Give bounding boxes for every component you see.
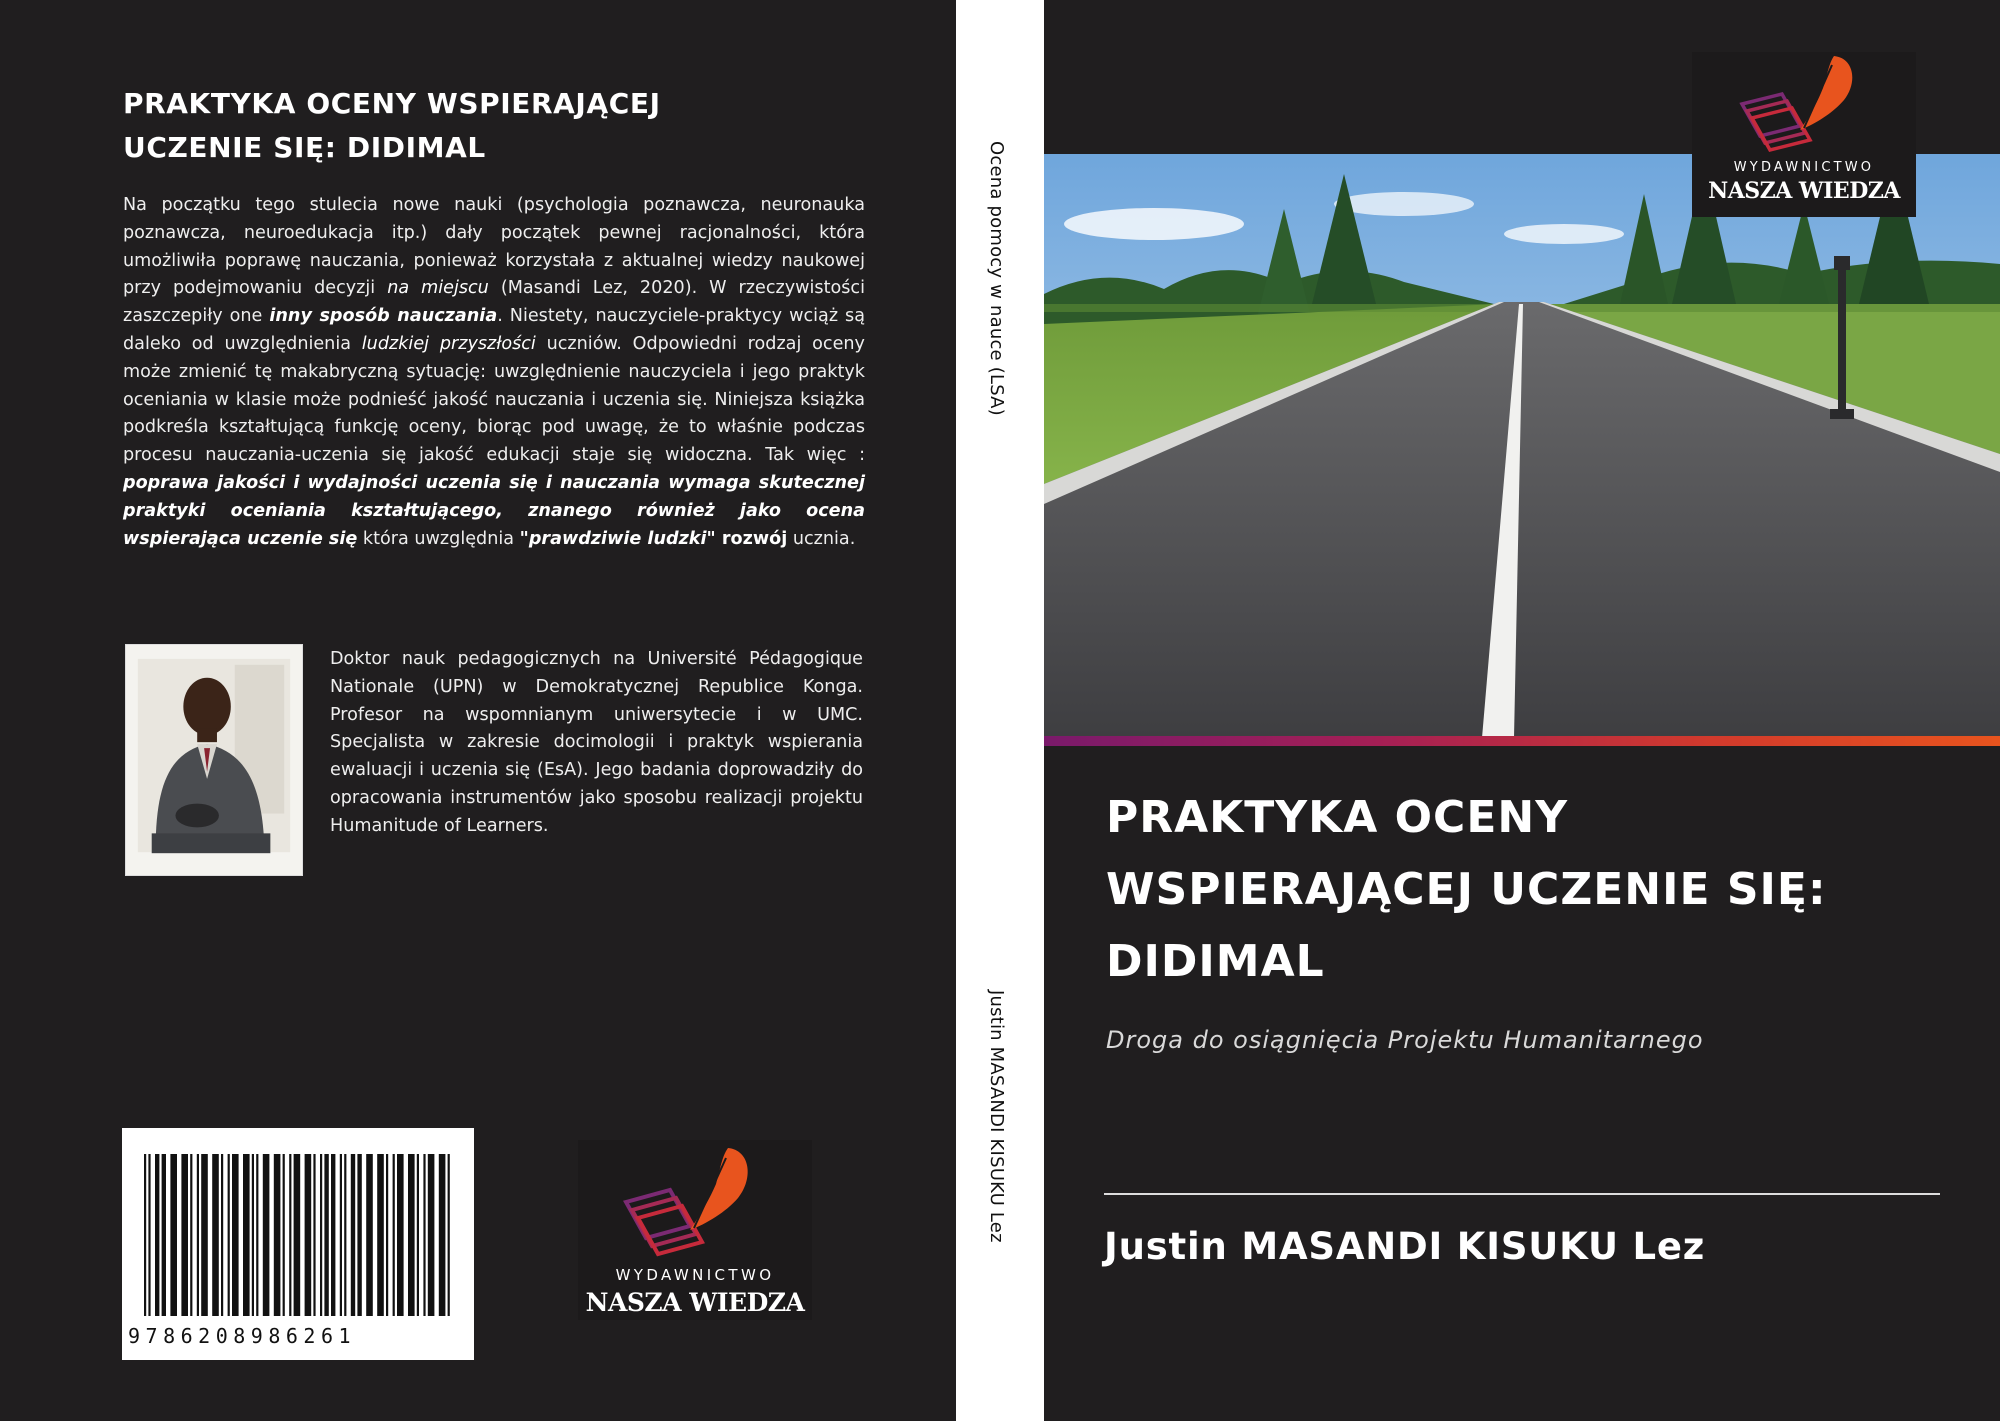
publisher-label: WYDAWNICTWO bbox=[615, 1266, 775, 1284]
back-cover-blurb: Na początku tego stulecia nowe nauki (psychologia poznawcza, neuronauka poznawcza, neuroedukacja itp.) dały początek pewnej racjonalności, która umożliwiła poprawę nauczania, ponieważ korzystała z aktualnej wiedzy naukowej przy podejmowaniu decyzji na miejscu (Masandi Lez, 2020). W rzeczywistości zaszczepiły one inny sposób nauczania. Niestety, nauczyciele-praktycy wciąż są daleko od uwzględnienia ludzkiej przyszłości uczniów. Odpowiedni rodzaj oceny może zmienić tę makabryczną sytuację: uwzględnienie nauczyciela i jego praktyk oceniania w klasie może podnieść jakość nauczania i uczenia się. Niniejsza książka podkreśla kształtującą funkcję oceny, biorąc pod uwagę, że to właśnie podczas procesu nauczania-uczenia się jakość edukacji staje się widoczna. Tak więc : poprawa jakości i wydajności uczenia się i nauczania wymaga skutecznej praktyki oceniania kształtującego, znanego również jako ocena wspierająca uczenie się która uwzględnia "prawdziwie ludzki" rozwój ucznia. bbox=[123, 195, 866, 549]
barcode-bar bbox=[423, 1154, 425, 1316]
barcode-bar bbox=[212, 1154, 219, 1316]
back-cover-title bbox=[123, 82, 843, 170]
blurb-emphasis: " bbox=[706, 528, 722, 549]
barcode-bar bbox=[232, 1154, 239, 1316]
front-cover bbox=[1044, 0, 2000, 1421]
barcode-bar bbox=[331, 1154, 335, 1316]
barcode-bar bbox=[324, 1154, 328, 1316]
front-title-line-2: WSPIERAJĄCEJ UCZENIE SIĘ: bbox=[1106, 864, 1827, 915]
barcode-bar bbox=[340, 1154, 342, 1316]
barcode-bar bbox=[263, 1154, 270, 1316]
author-bio: Doktor nauk pedagogicznych na Université Pédagogique Nationale (UPN) w Demokratycznej Republice Konga. Profesor na wspomnianym uniwersytecie i w UMC. Specjalista w zakresie docimologii i praktyk wspierania ewaluacji i uczenia się (EsA). Jego badania doprowadziły do opracowania instrumentów jako sposobu realizacji projektu Humanitude of Learners. bbox=[330, 649, 863, 836]
barcode-bar bbox=[252, 1154, 254, 1316]
barcode-bar bbox=[417, 1154, 419, 1316]
barcode-bar bbox=[256, 1154, 258, 1316]
barcode-bars bbox=[140, 1154, 456, 1316]
front-cover-subtitle: Droga do osiągnięcia Projektu Humanitarnego bbox=[1106, 1026, 1704, 1054]
barcode-bar bbox=[190, 1154, 192, 1316]
barcode-bar bbox=[228, 1154, 230, 1316]
barcode-bar bbox=[181, 1154, 188, 1316]
blurb-emphasis: poprawa jakości i wydajności uczenia się i nauczania wymaga skutecznej praktyki oceniania kształtującego, znanego również jako ocena wspierająca uczenie się bbox=[123, 472, 865, 549]
barcode-bar bbox=[448, 1154, 450, 1316]
barcode-bar bbox=[274, 1154, 281, 1316]
barcode-bar bbox=[439, 1154, 446, 1316]
author-photo bbox=[125, 644, 303, 876]
road-photo bbox=[1044, 154, 2000, 738]
barcode-bar bbox=[221, 1154, 223, 1316]
back-title-line-2: UCZENIE SIĘ: DIDIMAL bbox=[123, 131, 486, 164]
blurb-emphasis: prawdziwie ludzki bbox=[528, 528, 707, 549]
spine-author: Justin MASANDI KISUKU Lez bbox=[986, 990, 1007, 1243]
barcode-bar bbox=[289, 1154, 291, 1316]
spine-title: Ocena pomocy w nauce (LSA) bbox=[986, 141, 1007, 416]
divider bbox=[1104, 1193, 1940, 1195]
front-cover-author: Justin MASANDI KISUKU Lez bbox=[1104, 1225, 1706, 1268]
isbn-barcode bbox=[122, 1128, 474, 1360]
barcode-bar bbox=[408, 1154, 415, 1316]
blurb-emphasis: na miejscu bbox=[387, 278, 489, 299]
barcode-bar bbox=[428, 1154, 435, 1316]
publisher-label: WYDAWNICTWO bbox=[1733, 160, 1875, 175]
front-cover-title bbox=[1106, 782, 1946, 998]
barcode-bar bbox=[201, 1154, 208, 1316]
barcode-bar bbox=[283, 1154, 285, 1316]
publisher-logo-front bbox=[1692, 52, 1916, 217]
publisher-name: NASZA WIEDZA bbox=[585, 1288, 805, 1317]
front-title-line-1: PRAKTYKA OCENY bbox=[1106, 792, 1569, 843]
barcode-digits: 9786208986261 bbox=[128, 1324, 357, 1348]
barcode-bar bbox=[344, 1154, 346, 1316]
blurb-emphasis: inny sposób nauczania bbox=[269, 306, 498, 327]
barcode-bar bbox=[148, 1154, 150, 1316]
publisher-logo-back bbox=[578, 1140, 812, 1320]
back-title-line-1: PRAKTYKA OCENY WSPIERAJĄCEJ bbox=[123, 87, 661, 120]
spine bbox=[956, 0, 1044, 1421]
barcode-bar bbox=[197, 1154, 199, 1316]
barcode-bar bbox=[351, 1154, 355, 1316]
barcode-bar bbox=[366, 1154, 373, 1316]
barcode-bar bbox=[313, 1154, 315, 1316]
barcode-bar bbox=[320, 1154, 322, 1316]
book-quill-icon bbox=[1692, 52, 1916, 157]
barcode-bar bbox=[155, 1154, 159, 1316]
front-title-line-3: DIDIMAL bbox=[1106, 936, 1325, 987]
barcode-bar bbox=[393, 1154, 395, 1316]
barcode-bar bbox=[144, 1154, 146, 1316]
blurb-emphasis: ludzkiej przyszłości bbox=[361, 333, 536, 354]
barcode-bar bbox=[357, 1154, 361, 1316]
barcode-bar bbox=[386, 1154, 388, 1316]
blurb-emphasis: " bbox=[519, 528, 529, 549]
barcode-bar bbox=[170, 1154, 177, 1316]
blurb-emphasis: rozwój bbox=[721, 528, 788, 549]
barcode-bar bbox=[162, 1154, 166, 1316]
barcode-bar bbox=[294, 1154, 301, 1316]
book-quill-icon bbox=[578, 1140, 812, 1260]
barcode-bar bbox=[243, 1154, 250, 1316]
accent-bar bbox=[1044, 736, 2000, 746]
barcode-bar bbox=[377, 1154, 384, 1316]
barcode-bar bbox=[305, 1154, 312, 1316]
barcode-bar bbox=[397, 1154, 404, 1316]
publisher-name: NASZA WIEDZA bbox=[1708, 178, 1900, 204]
back-cover bbox=[0, 0, 956, 1421]
